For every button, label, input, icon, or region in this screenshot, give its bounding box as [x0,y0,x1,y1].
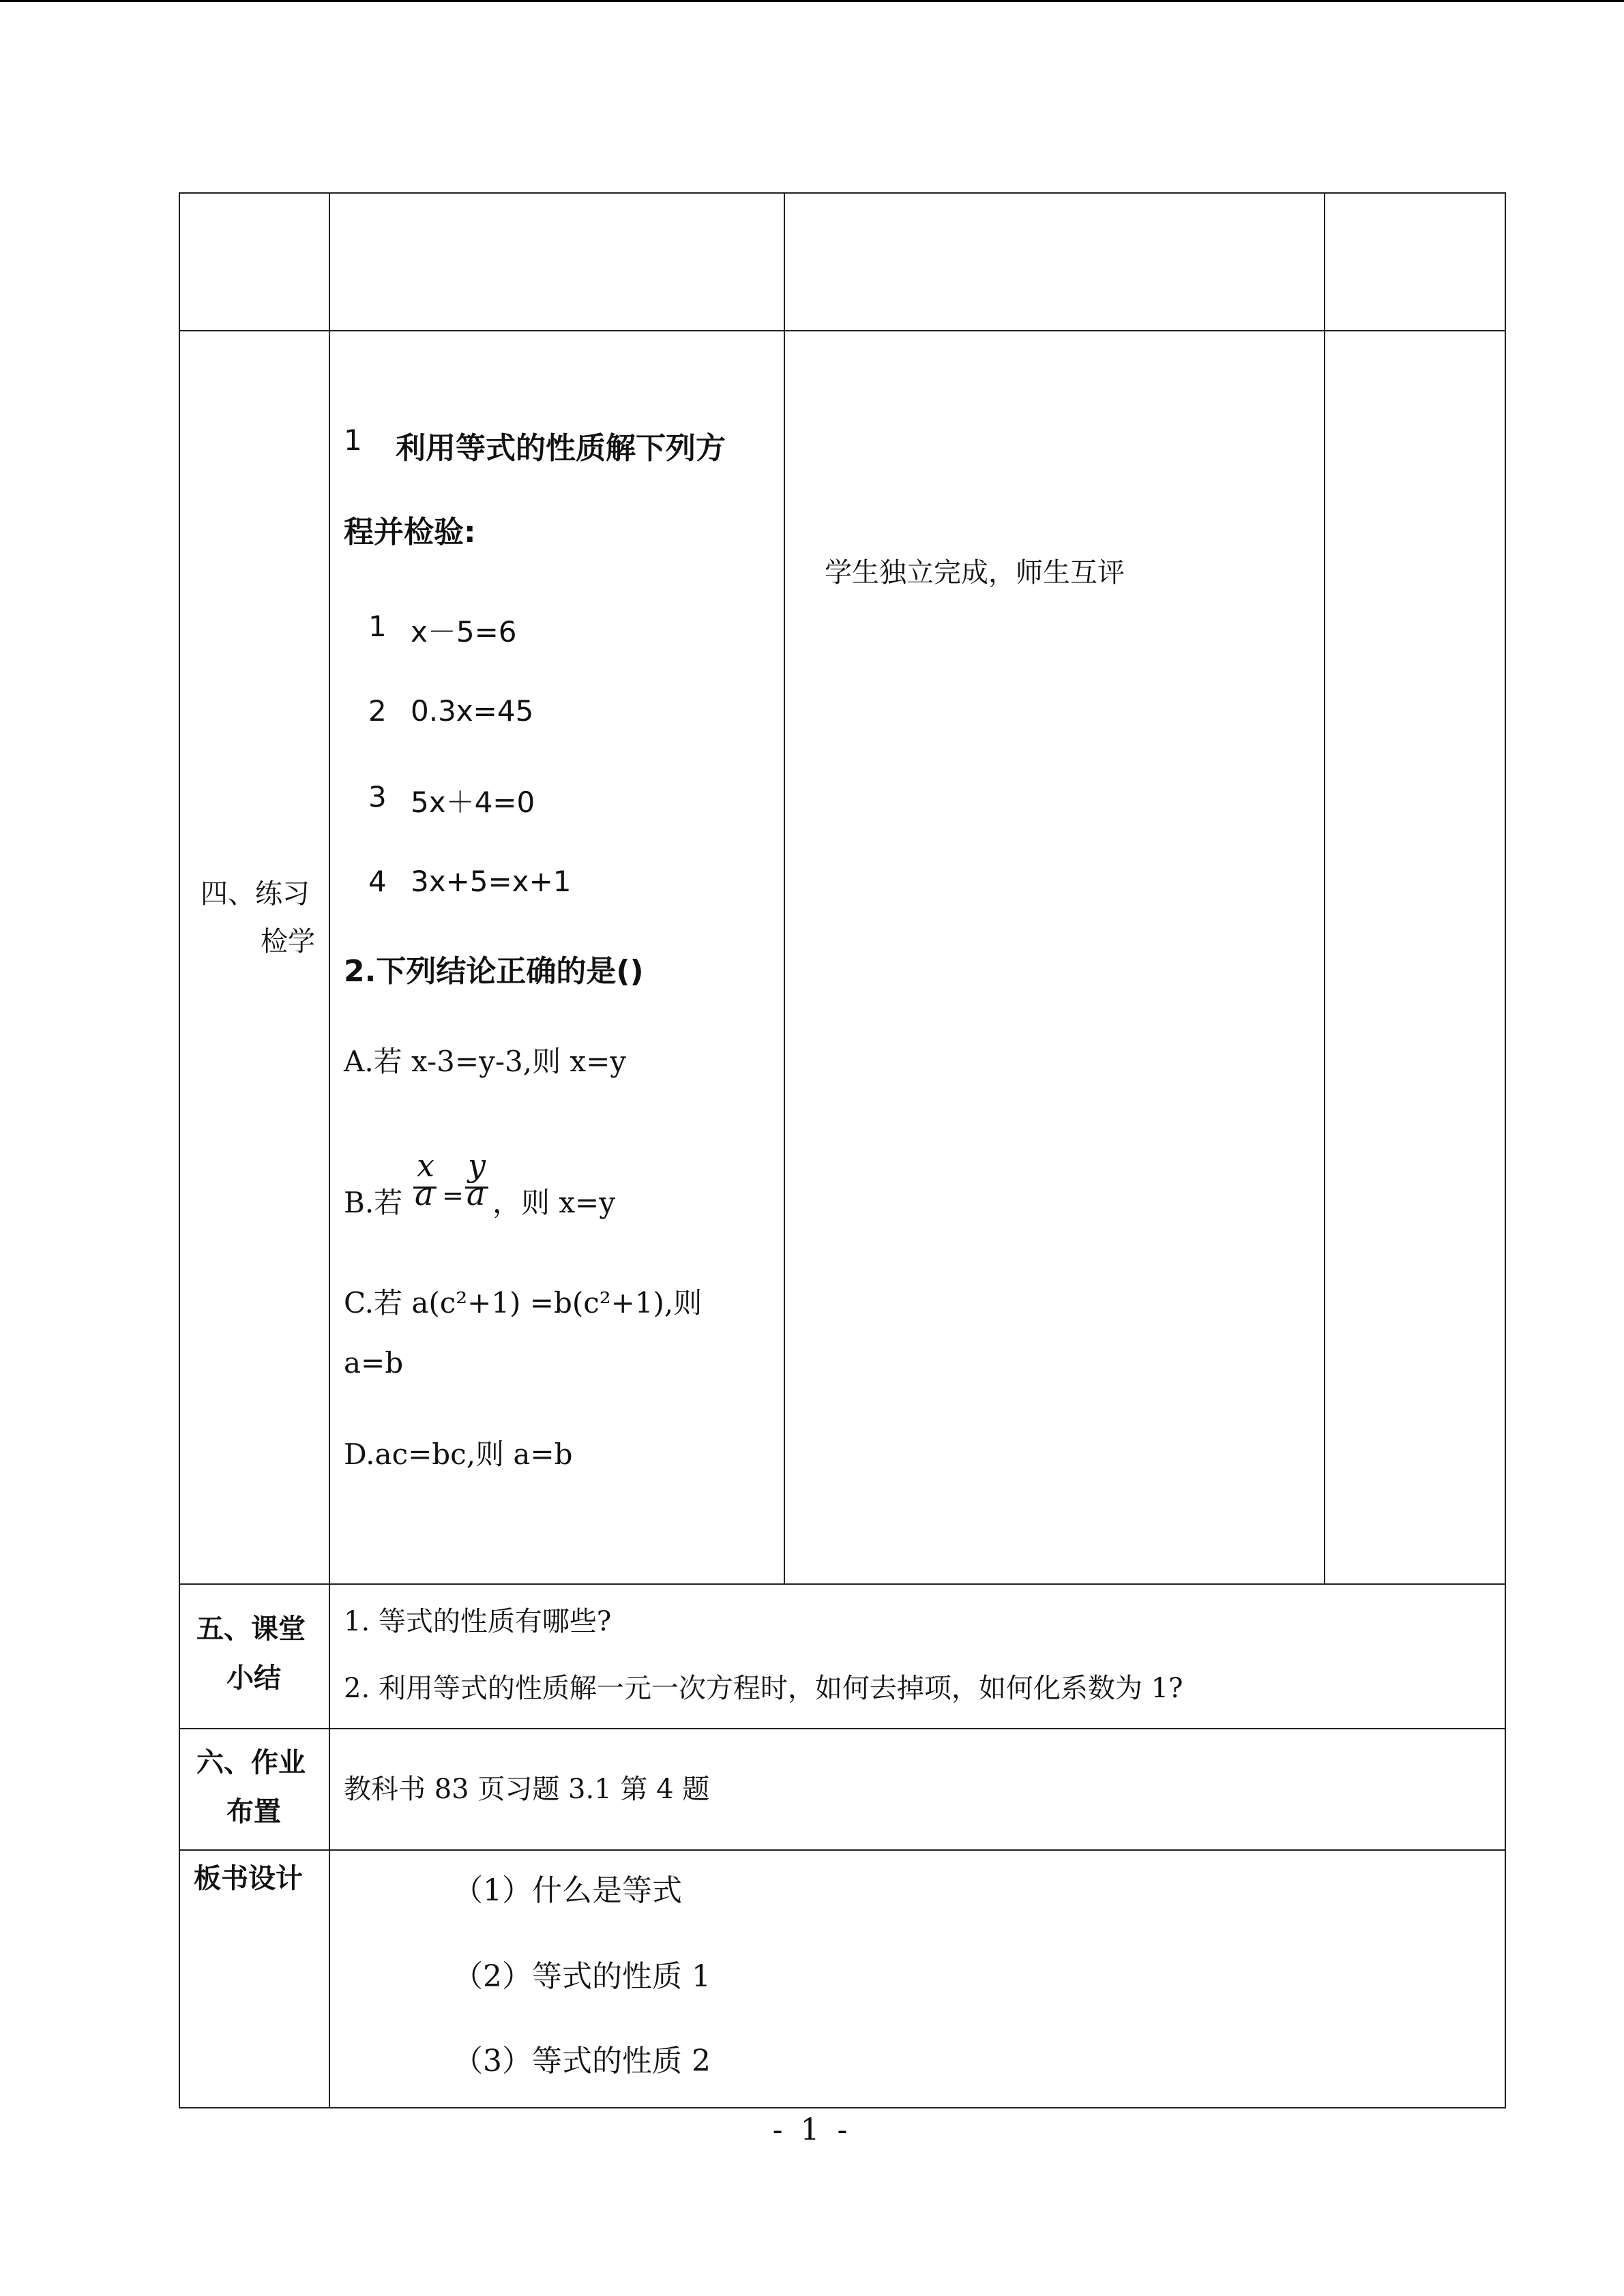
question1-title-line2: 程并检验: [344,515,476,550]
empty-row [179,193,1505,331]
practice-content-cell [329,331,784,1584]
board-item: （1）什么是等式 [453,1873,682,1908]
homework-content-cell [329,1729,1505,1850]
summary-label-cell [179,1584,329,1729]
equation-text: 3x+5=x+1 [411,865,572,898]
option-b-numerator-x: x [417,1147,434,1184]
summary-item-1: 1. 等式的性质有哪些? [344,1606,612,1637]
empty-cell [329,193,784,331]
equation-number: 3 [368,780,387,814]
question2-title: 2.下列结论正确的是() [344,954,644,989]
student-activity-cell [784,331,1325,1584]
homework-label-line2: 布置 [226,1795,281,1828]
practice-label-line1: 四、练习 [201,878,310,910]
summary-row [179,1584,1505,1729]
option-b-numerator-y: y [468,1147,486,1184]
homework-label-cell [179,1729,329,1850]
board-label-cell [179,1850,329,2108]
option-b-denominator-a: a [415,1176,434,1212]
page-number: - 1 - [772,2113,852,2147]
equation-text: 0.3x=45 [411,694,534,728]
practice-label-cell [179,331,329,1584]
option-c-line2: a=b [344,1346,404,1380]
board-item: （3）等式的性质 2 [453,2044,711,2078]
lesson-plan-table [179,192,1506,2108]
board-item: （2）等式的性质 1 [453,1959,711,1994]
top-rule [0,0,1624,2]
option-b-prefix: B.若 [344,1186,403,1219]
practice-row [179,331,1505,1584]
equation-number: 4 [368,865,387,898]
homework-text: 教科书 83 页习题 3.1 第 4 题 [344,1774,710,1805]
option-c-line1: C.若 a(c²+1) =b(c²+1),则 [344,1286,703,1320]
equation-text: 5x＋4=0 [411,786,535,819]
empty-cell [179,193,329,331]
empty-cell [1325,193,1505,331]
summary-content-cell [329,1584,1505,1729]
question1-number: 1 [344,423,362,457]
option-b-denominator-a: a [467,1176,486,1212]
option-a: A.若 x-3=y-3,则 x=y [344,1045,627,1078]
board-design-row [179,1850,1505,2108]
question1-title-line1: 利用等式的性质解下列方 [396,431,726,466]
option-b-equals: = [442,1180,464,1210]
summary-label-line1: 五、课堂 [196,1613,306,1645]
practice-label-line2: 检学 [261,926,315,957]
homework-row [179,1729,1505,1850]
option-b-suffix: ，则 x=y [492,1186,615,1219]
option-d: D.ac=bc,则 a=b [344,1437,573,1471]
empty-cell [784,193,1325,331]
homework-label-line1: 六、作业 [196,1746,306,1778]
student-activity-text: 学生独立完成，师生互评 [825,557,1125,588]
summary-item-2: 2. 利用等式的性质解一元一次方程时，如何去掉项，如何化系数为 1? [344,1673,1183,1704]
board-label: 板书设计 [194,1862,303,1894]
equation-number: 1 [368,610,387,643]
summary-label-line2: 小结 [226,1662,281,1694]
board-content-cell [329,1850,1505,2108]
notes-cell [1325,331,1505,1584]
equation-number: 2 [368,694,387,728]
equation-text: x－5=6 [411,615,517,648]
